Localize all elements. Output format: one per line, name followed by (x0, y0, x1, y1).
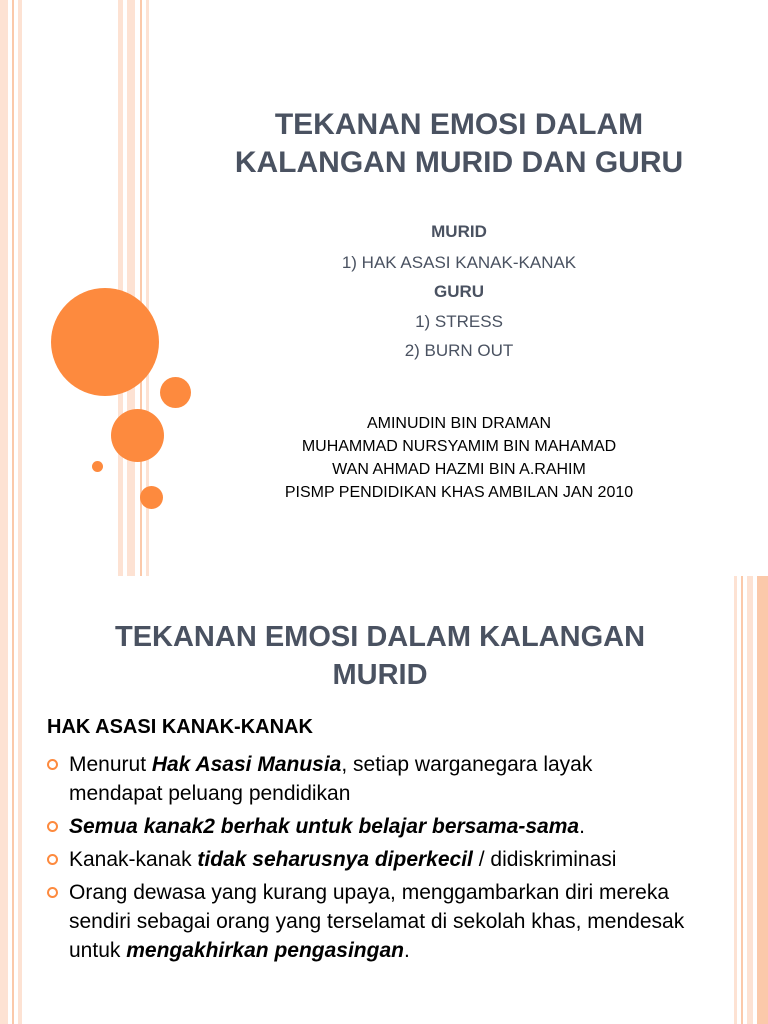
bullet-text: , setiap warganegara layak mendapat peluang pendidikan (69, 753, 593, 805)
bullet-text: Kanak-kanak (69, 848, 198, 871)
bullet-item (47, 812, 687, 841)
bullet-text: . (403, 939, 410, 962)
bullet-text: Menurut (69, 753, 152, 776)
slide-title-line1: TEKANAN EMOSI DALAM KALANGAN (114, 621, 646, 653)
bullet-emphasis: Hak Asasi Manusia (151, 753, 342, 776)
decorative-stripe (12, 0, 14, 576)
decorative-stripe (127, 0, 135, 576)
decorative-stripe (734, 576, 737, 1024)
guru-item: 2) BURN OUT (404, 341, 514, 360)
bullet-emphasis: Semua kanak2 berhak untuk belajar bersama-sama (69, 815, 580, 838)
slide-title (150, 106, 768, 182)
circle-bullet-icon (47, 821, 58, 832)
decorative-stripe (18, 0, 22, 576)
section-heading-murid: MURID (431, 222, 487, 241)
bullet-list (47, 750, 687, 969)
circle-bullet-icon (47, 759, 58, 770)
bullet-item (47, 845, 687, 874)
bullet-text: Orang dewasa yang kurang upaya, menggambarkan diri mereka sendiri sebagai orang yang terselamat di sekolah khas, mendesak untuk (69, 881, 685, 962)
circle-bullet-icon (47, 854, 58, 865)
decorative-circle-large (51, 288, 159, 396)
author-name: MUHAMMAD NURSYAMIM BIN MAHAMAD (301, 438, 617, 455)
decorative-circle-small (160, 377, 191, 408)
section-heading: HAK ASASI KANAK-KANAK (47, 716, 313, 738)
bullet-emphasis: mengakhirkan pengasingan (126, 939, 404, 962)
bullet-emphasis: tidak seharusnya diperkecil (197, 848, 473, 871)
decorative-stripe (747, 576, 753, 1024)
decorative-stripe (0, 576, 8, 1024)
slide-title-line1: TEKANAN EMOSI DALAM (274, 108, 644, 141)
decorative-stripe (0, 0, 8, 576)
bullet-text: / didiskriminasi (472, 848, 617, 871)
decorative-stripe (18, 576, 22, 1024)
author-name: WAN AHMAD HAZMI BIN A.RAHIM (332, 461, 586, 478)
decorative-stripe (118, 0, 123, 576)
decorative-stripe (757, 576, 768, 1024)
decorative-stripe (741, 576, 743, 1024)
bullet-item (47, 750, 687, 808)
slide-title (30, 618, 730, 694)
program-info: PISMP PENDIDIKAN KHAS AMBILAN JAN 2010 (284, 484, 634, 501)
content-slide (0, 576, 768, 1024)
decorative-circle-tiny (92, 461, 103, 472)
section-heading-guru: GURU (433, 282, 485, 301)
circle-bullet-icon (47, 887, 58, 898)
decorative-stripe (12, 576, 14, 1024)
slide-title-line2: MURID (332, 659, 428, 691)
bullet-text: . (579, 815, 585, 838)
slide-title-line2: KALANGAN MURID DAN GURU (234, 146, 684, 179)
author-list (150, 412, 768, 504)
murid-item: 1) HAK ASASI KANAK-KANAK (341, 253, 577, 272)
guru-item: 1) STRESS (415, 312, 503, 331)
bullet-item (47, 878, 687, 965)
author-name: AMINUDIN BIN DRAMAN (366, 415, 551, 432)
